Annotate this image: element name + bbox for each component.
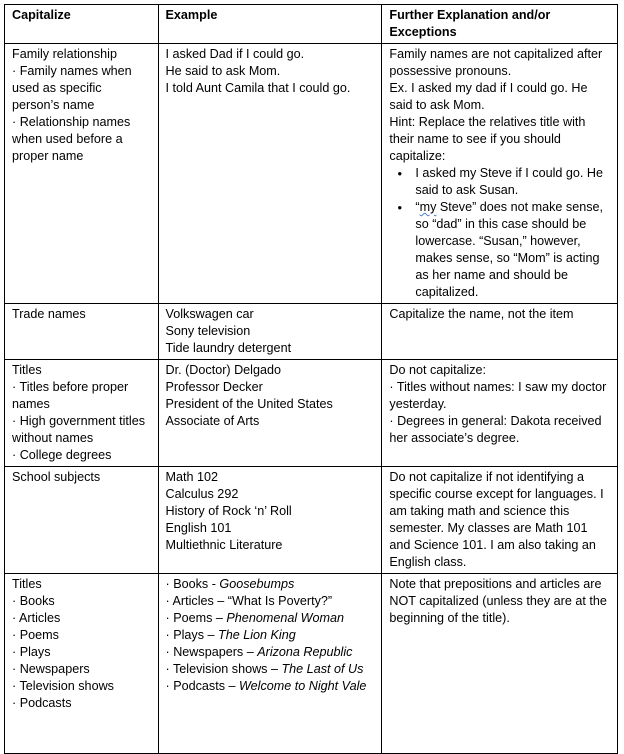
bullet-text: Steve” does not make sense, so “dad” in this case should be lowercase. “Susan,” however, makes sense, so “Mom” is acting as her name and should be capitalized. xyxy=(415,200,603,299)
cell-example xyxy=(158,467,382,574)
explanation-line: Do not capitalize: xyxy=(389,363,486,377)
example-line: Dr. (Doctor) Delgado xyxy=(165,363,281,377)
quote-mark: “ xyxy=(415,200,420,214)
rule-title: Trade names xyxy=(12,307,86,321)
example-line xyxy=(166,610,376,627)
example-line xyxy=(166,593,376,610)
example-prefix: · Poems – xyxy=(165,611,227,625)
spellcheck-flagged-word: my xyxy=(419,200,437,214)
example-line: Calculus 292 xyxy=(165,487,239,501)
example-prefix: · Books - xyxy=(165,577,220,591)
example-line: I told Aunt Camila that I could go. xyxy=(165,81,351,95)
rule-item: · Titles before proper names xyxy=(12,380,129,411)
explanation-line: Capitalize the name, not the item xyxy=(389,307,574,321)
example-line: Math 102 xyxy=(165,470,219,484)
example-prefix: · Podcasts – xyxy=(165,679,240,693)
table-row-school-subjects xyxy=(5,467,618,574)
bullet-item: ● I asked my Steve if I could go. He said to ask Susan. xyxy=(415,165,611,199)
explanation-line: Do not capitalize if not identifying a specific course except for languages. I am taking math and science this semester. My classes are Math 101 and Science 101. I am also taking an English class. xyxy=(389,470,604,569)
example-line: President of the United States xyxy=(165,397,333,411)
example-prefix: · Plays – xyxy=(165,628,219,642)
work-title: Arizona Republic xyxy=(257,645,353,659)
table-row-family xyxy=(5,44,618,304)
cell-example xyxy=(158,360,382,467)
table-row-titles xyxy=(5,360,618,467)
cell-capitalize xyxy=(5,574,159,754)
table-row-trade xyxy=(5,304,618,360)
cell-example xyxy=(158,44,382,304)
example-line: Volkswagen car xyxy=(165,307,254,321)
rule-title: Titles xyxy=(12,363,42,377)
cell-capitalize xyxy=(5,467,159,574)
cell-capitalize xyxy=(5,304,159,360)
cell-example xyxy=(158,574,382,754)
rule-item: · Television shows xyxy=(12,679,114,693)
rule-item: · College degrees xyxy=(12,448,112,462)
explanation-line: Hint: Replace the relatives title with their name to see if you should capitalize: xyxy=(389,115,586,163)
header-row xyxy=(5,5,618,44)
cell-capitalize xyxy=(5,44,159,304)
table-row-work-titles xyxy=(5,574,618,754)
rule-item: · Plays xyxy=(12,645,51,659)
rule-item: · Books xyxy=(12,594,55,608)
rule-item: · Poems xyxy=(12,628,59,642)
example-line xyxy=(166,576,376,593)
work-title: Goosebumps xyxy=(219,577,295,591)
rule-title: Family relationship xyxy=(12,47,117,61)
work-title: The Last of Us xyxy=(281,662,364,676)
example-line: Associate of Arts xyxy=(165,414,260,428)
example-line: Tide laundry detergent xyxy=(165,341,292,355)
explanation-line: Family names are not capitalized after possessive pronouns. xyxy=(389,47,603,78)
cell-explanation xyxy=(382,467,618,574)
cell-capitalize xyxy=(5,360,159,467)
rule-item: · Relationship names when used before a proper name xyxy=(12,115,131,163)
hint-bullet-list xyxy=(389,165,611,301)
example-line: He said to ask Mom. xyxy=(165,64,281,78)
cell-explanation xyxy=(382,360,618,467)
explanation-line: Note that prepositions and articles are NOT capitalized (unless they are at the beginning of the title). xyxy=(389,577,607,625)
cell-explanation xyxy=(382,574,618,754)
rule-item: · Newspapers xyxy=(12,662,90,676)
example-line xyxy=(166,627,376,644)
rule-item: · Podcasts xyxy=(12,696,72,710)
example-line: Multiethnic Literature xyxy=(165,538,283,552)
header-explanation: Further Explanation and/or Exceptions xyxy=(382,5,618,44)
rule-title: Titles xyxy=(12,577,42,591)
capitalization-table xyxy=(4,4,618,754)
rule-item: · Articles xyxy=(12,611,61,625)
header-capitalize: Capitalize xyxy=(5,5,159,44)
example-prefix: · Newspapers – xyxy=(165,645,258,659)
example-line xyxy=(166,644,376,661)
example-line: Sony television xyxy=(165,324,251,338)
example-line xyxy=(166,678,376,695)
cell-explanation xyxy=(382,44,618,304)
header-example: Example xyxy=(158,5,382,44)
explanation-line: Ex. I asked my dad if I could go. He said to ask Mom. xyxy=(389,81,588,112)
cell-example xyxy=(158,304,382,360)
rule-item: · Family names when used as specific person’s name xyxy=(12,64,132,112)
work-title: The Lion King xyxy=(218,628,296,642)
example-line: Professor Decker xyxy=(165,380,263,394)
cell-explanation xyxy=(382,304,618,360)
rule-title: School subjects xyxy=(12,470,101,484)
example-line: History of Rock ‘n’ Roll xyxy=(165,504,292,518)
rule-item: · High government titles without names xyxy=(12,414,145,445)
example-line: I asked Dad if I could go. xyxy=(165,47,305,61)
explanation-line: · Titles without names: I saw my doctor yesterday. xyxy=(389,380,607,411)
explanation-line: · Degrees in general: Dakota received her associate’s degree. xyxy=(389,414,602,445)
example-prefix: · Articles – “What Is Poverty?” xyxy=(165,594,333,608)
bullet-item xyxy=(415,199,611,301)
example-line: English 101 xyxy=(165,521,232,535)
example-line xyxy=(166,661,376,678)
work-title: Welcome to Night Vale xyxy=(239,679,367,693)
work-title: Phenomenal Woman xyxy=(226,611,345,625)
example-prefix: · Television shows – xyxy=(165,662,282,676)
